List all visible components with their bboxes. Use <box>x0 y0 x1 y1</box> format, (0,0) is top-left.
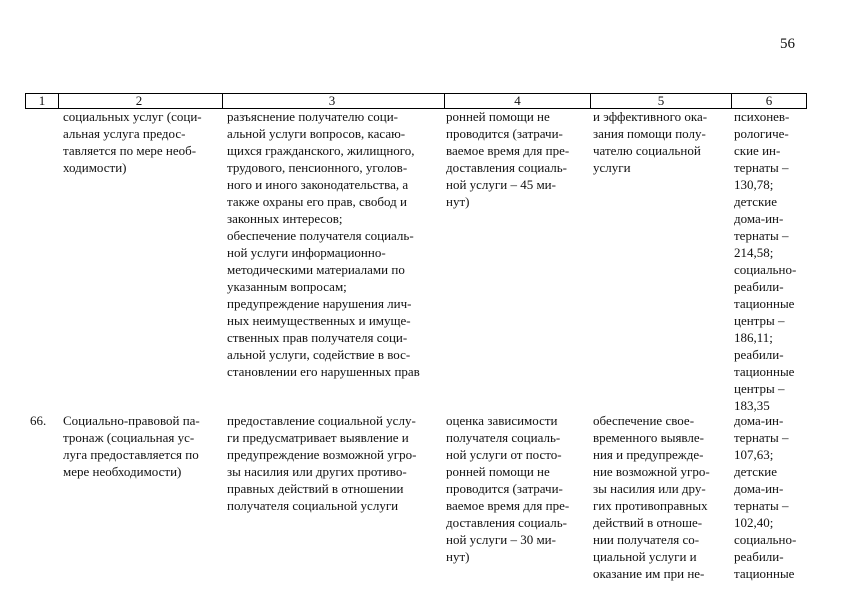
text-line: зания помощи полу- <box>593 126 706 141</box>
text-line: тационные <box>734 364 795 379</box>
text-line: альной услуги вопросов, касаю- <box>227 126 406 141</box>
text-line: социально- <box>734 262 797 277</box>
text-line: становлении его нарушенных прав <box>227 364 420 379</box>
text-line: услуги <box>593 160 631 175</box>
service-volume-cell <box>446 412 583 565</box>
text-line: психонев- <box>734 109 790 124</box>
text-line: трудового, пенсионного, уголов- <box>227 160 408 175</box>
service-name-cell <box>63 412 218 480</box>
text-line: социальных услуг (соци- <box>63 109 202 124</box>
text-line: тернаты – <box>734 498 789 513</box>
text-line: и эффективного ока- <box>593 109 708 124</box>
text-line: чателю социальной <box>593 143 701 158</box>
text-line: проводится (затрачи- <box>446 481 563 496</box>
text-line: щихся гражданского, жилищного, <box>227 143 415 158</box>
text-line: правных действий в отношении <box>227 481 404 496</box>
text-line: оказание им при не- <box>593 566 705 581</box>
text-line: альная услуга предос- <box>63 126 186 141</box>
text-line: ной услуги информационно- <box>227 245 386 260</box>
text-line: рологиче- <box>734 126 789 141</box>
text-line: методическими материалами по <box>227 262 405 277</box>
service-quality-cell <box>593 412 723 582</box>
text-line: предоставление социальной услу- <box>227 413 416 428</box>
text-line: ние возможной угро- <box>593 464 710 479</box>
text-line: ронней помощи не <box>446 464 550 479</box>
text-line: центры – <box>734 381 785 396</box>
text-line: тационные <box>734 296 795 311</box>
header-cell-4: 4 <box>514 93 521 108</box>
service-volume-cell <box>446 108 583 210</box>
text-line: проводится (затрачи- <box>446 126 563 141</box>
text-line: оценка зависимости <box>446 413 558 428</box>
text-line: тернаты – <box>734 430 789 445</box>
header-cell-5: 5 <box>657 93 665 108</box>
text-line: 214,58; <box>734 245 774 260</box>
text-line: обеспечение получателя социаль- <box>227 228 414 243</box>
text-line: предупреждение возможной угро- <box>227 447 417 462</box>
text-line: ных неимущественных и имуще- <box>227 313 411 328</box>
text-line: дома-ин- <box>734 211 784 226</box>
header-cell-2: 2 <box>135 93 143 108</box>
text-line: ходимости) <box>63 160 127 175</box>
text-line: 102,40; <box>734 515 774 530</box>
text-line: 130,78; <box>734 177 774 192</box>
text-line: дома-ин- <box>734 413 784 428</box>
text-line: 107,63; <box>734 447 774 462</box>
text-line: дома-ин- <box>734 481 784 496</box>
text-line: ной услуги – 45 ми- <box>446 177 556 192</box>
text-line: временного выявле- <box>593 430 704 445</box>
text-line: реабили- <box>734 279 784 294</box>
text-line: ги предусматривает выявление и <box>227 430 409 445</box>
text-line: ваемое время для пре- <box>446 498 570 513</box>
service-tariff-cell <box>734 108 804 414</box>
service-description-cell <box>227 108 436 380</box>
text-line: Социально-правовой па- <box>63 413 200 428</box>
service-name-cell <box>63 108 218 176</box>
text-line: ной услуги от посто- <box>446 447 562 462</box>
text-line: обеспечение свое- <box>593 413 695 428</box>
text-line: ной услуги – 30 ми- <box>446 532 556 547</box>
text-line: центры – <box>734 313 785 328</box>
text-line: реабили- <box>734 347 784 362</box>
text-line: ния и предупрежде- <box>593 447 704 462</box>
text-line: 183,35 <box>734 398 770 413</box>
text-line: социально- <box>734 532 797 547</box>
text-line: получателя социаль- <box>446 430 561 445</box>
text-line: доставления социаль- <box>446 160 567 175</box>
text-line: тронаж (социальная ус- <box>63 430 195 445</box>
table-header-row <box>25 93 807 109</box>
text-line: зы насилия или дру- <box>593 481 706 496</box>
text-line: циальной услуги и <box>593 549 697 564</box>
text-line: тернаты – <box>734 228 789 243</box>
text-line: реабили- <box>734 549 784 564</box>
text-line: зы насилия или других противо- <box>227 464 407 479</box>
text-line: детские <box>734 464 778 479</box>
service-quality-cell <box>593 108 723 176</box>
text-line: нут) <box>446 194 470 209</box>
header-cell-6: 6 <box>765 93 773 108</box>
text-line: ронней помощи не <box>446 109 550 124</box>
text-line: также охраны его прав, свобод и <box>227 194 407 209</box>
text-line: тавляется по мере необ- <box>63 143 197 158</box>
service-tariff-cell <box>734 412 804 582</box>
row-number: 66. <box>30 413 47 428</box>
text-line: разъяснение получателю соци- <box>227 109 398 124</box>
text-line: указанным вопросам; <box>227 279 347 294</box>
header-cell-1: 1 <box>38 93 46 108</box>
text-line: получателя социальной услуги <box>227 498 399 513</box>
text-line: 186,11; <box>734 330 773 345</box>
text-line: ного и иного законодательства, а <box>227 177 409 192</box>
text-line: нут) <box>446 549 470 564</box>
text-line: мере необходимости) <box>63 464 182 479</box>
text-line: ственных прав получателя соци- <box>227 330 408 345</box>
header-cell-3: 3 <box>328 93 336 108</box>
text-line: тационные <box>734 566 795 581</box>
text-line: луга предоставляется по <box>63 447 199 462</box>
service-description-cell <box>227 412 436 514</box>
text-line: ваемое время для пре- <box>446 143 570 158</box>
text-line: нии получателя со- <box>593 532 700 547</box>
text-line: детские <box>734 194 778 209</box>
text-line: доставления социаль- <box>446 515 567 530</box>
text-line: ские ин- <box>734 143 781 158</box>
text-line: действий в отноше- <box>593 515 703 530</box>
text-line: тернаты – <box>734 160 789 175</box>
text-line: предупреждение нарушения лич- <box>227 296 412 311</box>
text-line: гих противоправных <box>593 498 708 513</box>
text-line: альной услуги, содействие в вос- <box>227 347 411 362</box>
page-number: 56 <box>780 36 795 52</box>
text-line: законных интересов; <box>227 211 343 226</box>
